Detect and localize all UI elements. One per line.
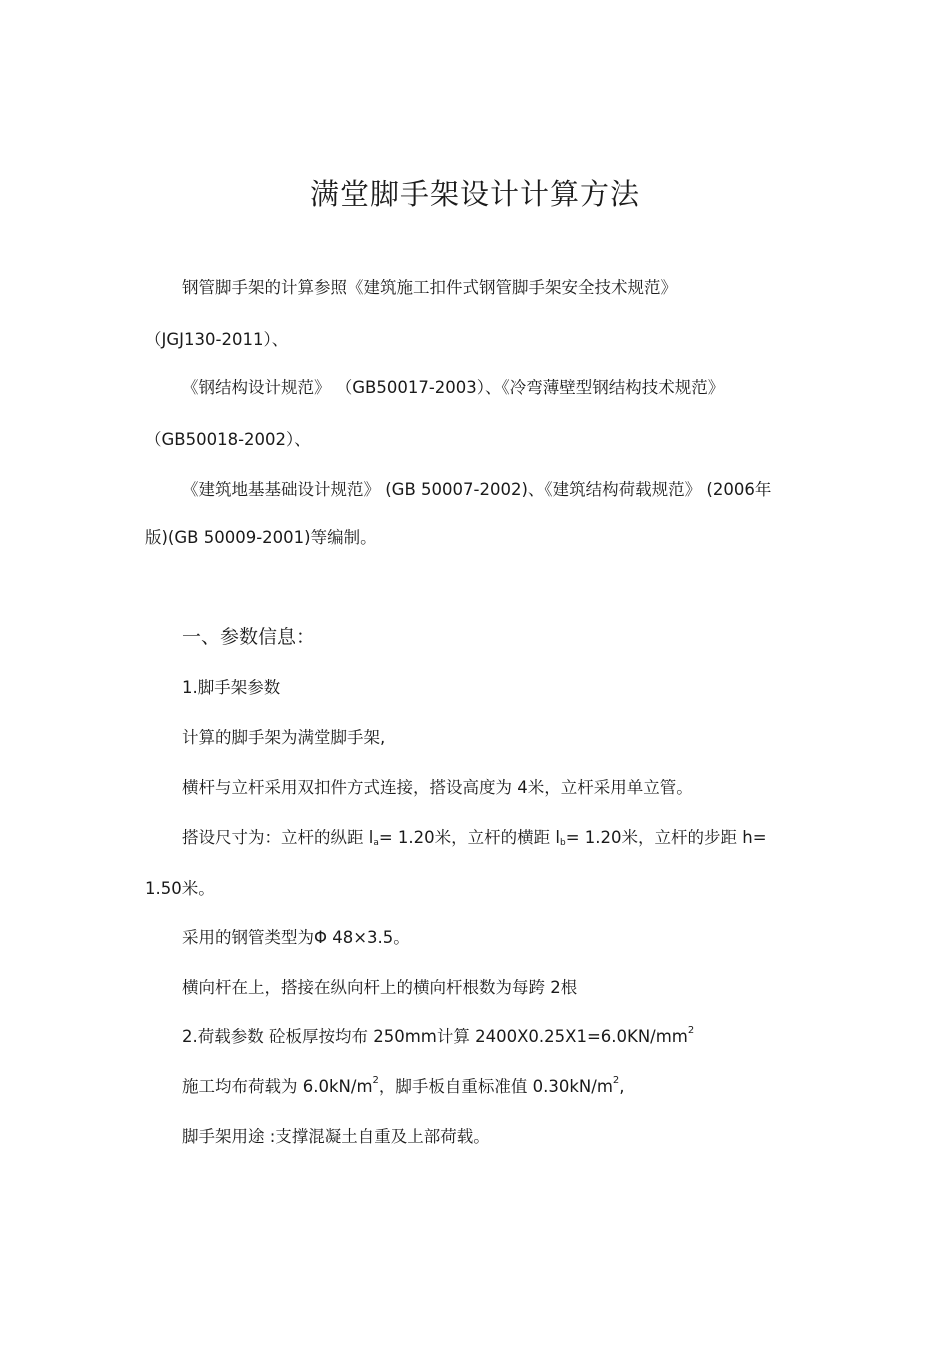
document-title: 满堂脚手架设计计算方法 [309, 177, 640, 211]
construction-load-text: 施工均布荷载为 6.0kN/m [182, 1077, 373, 1096]
paragraph-construction-load [182, 1077, 625, 1097]
load-params-text: 2.荷载参数 砼板厚按均布 250mm计算 2400X0.25X1=6.0KN/mm [182, 1027, 688, 1046]
paragraph-scaffold-type: 计算的脚手架为满堂脚手架, [182, 728, 386, 747]
dim-text-c: = 1.20米，立杆的步距 h= [565, 828, 767, 847]
paragraph-dimensions [182, 828, 767, 848]
paragraph-step: 1.50米。 [145, 879, 215, 898]
board-weight-text: ，脚手板自重标准值 0.30kN/m [378, 1077, 613, 1096]
dim-text-a: 搭设尺寸为：立杆的纵距 l [182, 828, 374, 847]
paragraph-load-params [182, 1027, 694, 1047]
board-weight-sup: 2 [612, 1075, 620, 1086]
intro-line-3: 《钢结构设计规范》 （GB50017-2003）、《冷弯薄壁型钢结构技术规范》 [182, 378, 725, 397]
dim-sub-a: a [373, 838, 379, 848]
paragraph-connection: 横杆与立杆采用双扣件方式连接，搭设高度为 4米，立杆采用单立管。 [182, 778, 693, 797]
board-weight-comma: , [619, 1077, 625, 1096]
section-heading: 一、参数信息： [182, 626, 316, 648]
construction-load-sup: 2 [372, 1075, 379, 1086]
intro-line-4: （GB50018-2002）、 [145, 430, 311, 449]
intro-line-2: （JGJ130-2011）、 [145, 330, 289, 349]
intro-line-6: 版)(GB 50009-2001)等编制。 [145, 528, 377, 547]
dim-sub-b: b [560, 838, 566, 848]
paragraph-crossbars: 横向杆在上，搭接在纵向杆上的横向杆根数为每跨 2根 [182, 978, 578, 997]
intro-line-5: 《建筑地基基础设计规范》 (GB 50007-2002)、《建筑结构荷载规范》 (2006年 [182, 480, 772, 499]
load-params-sup: 2 [687, 1025, 695, 1036]
intro-line-1: 钢管脚手架的计算参照《建筑施工扣件式钢管脚手架安全技术规范》 [182, 278, 677, 297]
dim-text-b: = 1.20米，立杆的横距 l [378, 828, 560, 847]
paragraph-steel-pipe: 采用的钢管类型为Φ 48×3.5。 [182, 928, 410, 947]
subsection-scaffold-params: 1.脚手架参数 [182, 678, 281, 697]
paragraph-usage: 脚手架用途 :支撑混凝土自重及上部荷载。 [182, 1127, 490, 1146]
